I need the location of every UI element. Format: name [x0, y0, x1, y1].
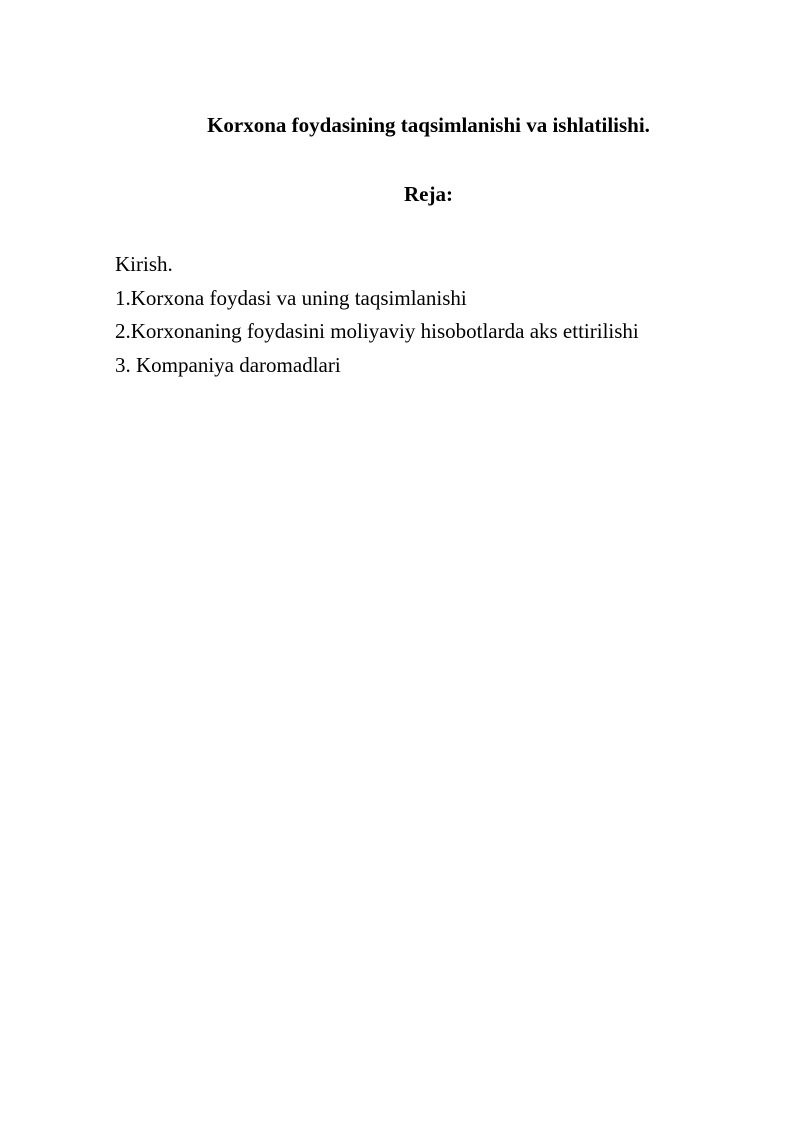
- plan-list: [115, 248, 639, 382]
- document-title: Korxona foydasining taqsimlanishi va ishlatilishi.: [207, 113, 650, 137]
- plan-item-2: 2.Korxonaning foydasini moliyaviy hisobotlarda aks ettirilishi: [115, 319, 639, 343]
- plan-heading: Reja:: [404, 182, 453, 206]
- plan-item-3: 3. Kompaniya daromadlari: [115, 352, 341, 377]
- plan-item-introduction: Kirish.: [115, 252, 173, 276]
- plan-item-1: 1.Korxona foydasi va uning taqsimlanishi: [115, 285, 467, 310]
